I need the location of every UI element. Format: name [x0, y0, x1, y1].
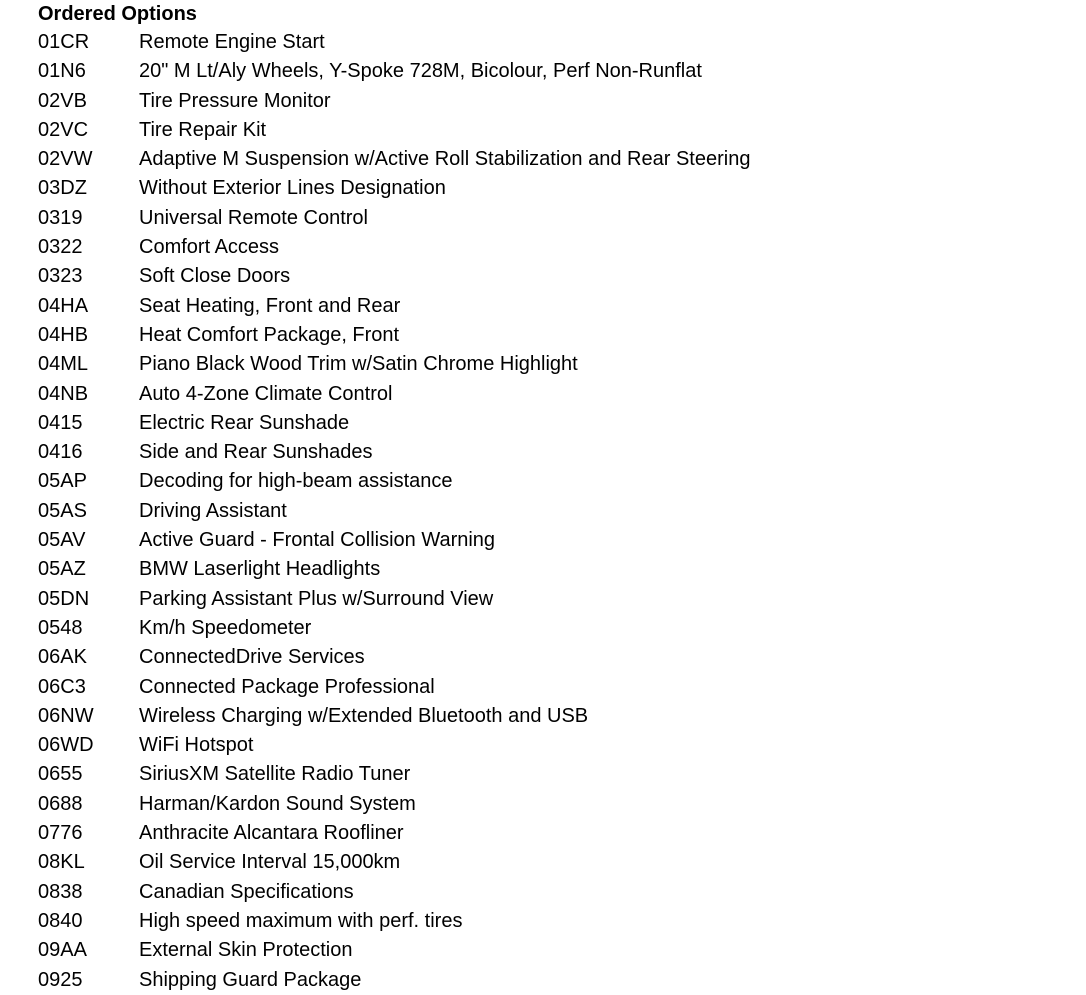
option-code: 04HA: [38, 294, 89, 317]
option-description: Canadian Specifications: [139, 880, 354, 903]
option-code: 01CR: [38, 31, 90, 53]
option-description: Adaptive M Suspension w/Active Roll Stabilization and Rear Steering: [139, 148, 751, 171]
option-code: 0840: [38, 909, 83, 932]
option-row: [38, 966, 1086, 995]
option-description: Universal Remote Control: [139, 206, 368, 229]
option-description: Auto 4-Zone Climate Control: [139, 382, 393, 405]
ordered-options-document: [38, 0, 1086, 995]
option-row: [38, 614, 1086, 643]
option-code: 01N6: [38, 60, 86, 83]
option-code: 04ML: [38, 353, 89, 376]
option-description: Soft Close Doors: [139, 265, 291, 288]
option-description: Remote Engine Start: [139, 31, 325, 53]
option-row: [38, 819, 1086, 848]
option-description: Decoding for high-beam assistance: [139, 470, 453, 493]
option-description: Connected Package Professional: [139, 675, 435, 698]
option-code: 02VW: [38, 148, 93, 171]
option-row: [38, 204, 1086, 233]
option-row: [38, 936, 1086, 965]
option-description: Comfort Access: [139, 236, 280, 259]
option-description: Without Exterior Lines Designation: [139, 177, 446, 200]
option-row: [38, 497, 1086, 526]
option-row: [38, 350, 1086, 379]
option-description: Km/h Speedometer: [139, 616, 312, 639]
option-description: High speed maximum with perf. tires: [139, 909, 463, 932]
option-row: [38, 145, 1086, 174]
option-code: 05AV: [38, 529, 86, 552]
option-description: Wireless Charging w/Extended Bluetooth and USB: [139, 704, 589, 727]
option-row: [38, 28, 1086, 57]
option-row: [38, 262, 1086, 291]
option-code: 04NB: [38, 382, 89, 405]
option-code: 05DN: [38, 587, 90, 610]
option-row: [38, 760, 1086, 789]
option-code: 0322: [38, 236, 83, 259]
option-row: [38, 790, 1086, 819]
option-row: [38, 292, 1086, 321]
option-row: [38, 878, 1086, 907]
option-description: Electric Rear Sunshade: [139, 411, 350, 434]
option-description: Driving Assistant: [139, 499, 287, 522]
option-row: [38, 526, 1086, 555]
option-description: Heat Comfort Package, Front: [139, 323, 400, 346]
option-row: [38, 673, 1086, 702]
option-description: External Skin Protection: [139, 939, 353, 962]
option-code: 04HB: [38, 323, 89, 346]
option-row: [38, 585, 1086, 614]
option-description: Anthracite Alcantara Roofliner: [139, 822, 404, 845]
option-description: Tire Repair Kit: [139, 118, 267, 141]
option-description: Shipping Guard Package: [139, 968, 362, 991]
option-code: 0416: [38, 441, 83, 464]
option-code: 0655: [38, 763, 83, 786]
option-code: 06AK: [38, 646, 87, 669]
option-row: [38, 702, 1086, 731]
option-row: [38, 467, 1086, 496]
option-code: 06WD: [38, 734, 94, 757]
option-row: [38, 643, 1086, 672]
options-list: [38, 28, 1086, 995]
option-code: 06NW: [38, 704, 94, 727]
option-row: [38, 87, 1086, 116]
option-code: 09AA: [38, 939, 87, 962]
option-description: Seat Heating, Front and Rear: [139, 294, 401, 317]
option-code: 0776: [38, 822, 83, 845]
option-description: BMW Laserlight Headlights: [139, 558, 381, 581]
option-code: 06C3: [38, 675, 86, 698]
option-code: 0323: [38, 265, 83, 288]
option-description: SiriusXM Satellite Radio Tuner: [139, 763, 411, 786]
option-description: Piano Black Wood Trim w/Satin Chrome Highlight: [139, 353, 578, 376]
option-row: [38, 174, 1086, 203]
option-row: [38, 731, 1086, 760]
option-code: 0925: [38, 968, 83, 991]
option-description: 20" M Lt/Aly Wheels, Y-Spoke 728M, Bicolour, Perf Non-Runflat: [139, 60, 702, 83]
option-code: 03DZ: [38, 177, 87, 200]
option-code: 0838: [38, 880, 83, 903]
option-description: Oil Service Interval 15,000km: [139, 851, 401, 874]
option-row: [38, 907, 1086, 936]
option-code: 0319: [38, 206, 83, 229]
option-row: [38, 57, 1086, 86]
option-description: Active Guard - Frontal Collision Warning: [139, 529, 496, 552]
option-description: Tire Pressure Monitor: [139, 89, 331, 112]
option-description: WiFi Hotspot: [139, 734, 254, 757]
option-code: 02VC: [38, 118, 89, 141]
option-row: [38, 409, 1086, 438]
option-description: ConnectedDrive Services: [139, 646, 365, 669]
option-description: Harman/Kardon Sound System: [139, 792, 416, 815]
option-code: 08KL: [38, 851, 85, 874]
option-row: [38, 233, 1086, 262]
option-description: Parking Assistant Plus w/Surround View: [139, 587, 494, 610]
option-row: [38, 321, 1086, 350]
option-row: [38, 116, 1086, 145]
section-title: Ordered Options: [38, 3, 197, 25]
option-code: 0688: [38, 792, 83, 815]
option-code: 0415: [38, 411, 83, 434]
option-description: Side and Rear Sunshades: [139, 441, 373, 464]
option-code: 02VB: [38, 89, 87, 112]
option-row: [38, 380, 1086, 409]
option-row: [38, 438, 1086, 467]
option-row: [38, 848, 1086, 877]
option-row: [38, 555, 1086, 584]
option-code: 05AZ: [38, 558, 86, 581]
option-code: 05AP: [38, 470, 87, 493]
option-code: 0548: [38, 616, 83, 639]
option-code: 05AS: [38, 499, 87, 522]
